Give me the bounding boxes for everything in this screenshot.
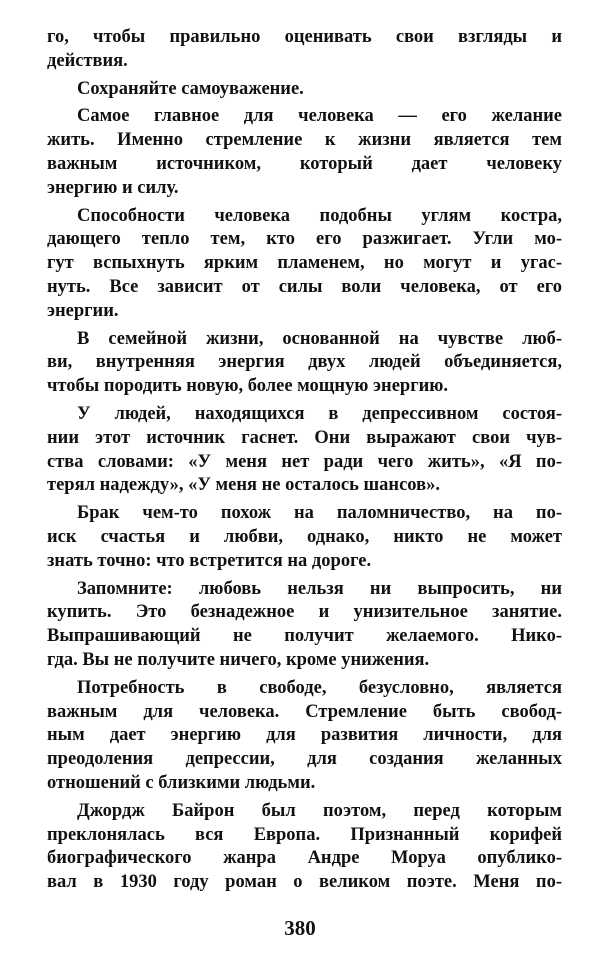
- text-line: преодоления депрессии, для создания желанных: [47, 749, 562, 770]
- text-line: У людей, находящихся в депрессивном состоя-: [77, 403, 562, 424]
- text-line: Джордж Байрон был поэтом, перед которым: [77, 800, 562, 821]
- text-line: жить. Именно стремление к жизни является тем: [47, 130, 562, 151]
- text-line: Самое главное для человека — его желание: [77, 106, 562, 127]
- text-line: го, чтобы правильно оценивать свои взгляды и: [47, 27, 562, 47]
- book-page-text: [47, 26, 562, 895]
- text-line: чтобы породить новую, более мощную энергию.: [47, 376, 449, 397]
- paragraph: [47, 800, 562, 895]
- text-line: Выпрашивающий не получит желаемого. Нико-: [47, 626, 562, 647]
- text-line: купить. Это безнадежное и унизительное занятие.: [47, 602, 562, 623]
- text-line: ства словами: «У меня нет ради чего жить», «Я по-: [47, 451, 562, 472]
- text-line: важным для человека. Стремление быть свобод-: [47, 701, 562, 722]
- text-line: биографического жанра Андре Моруа опублико-: [47, 848, 562, 869]
- paragraph: [47, 26, 562, 74]
- text-line: Сохраняйте самоуважение.: [77, 78, 304, 99]
- paragraph: [47, 205, 562, 324]
- text-line: иск счастья и любви, однако, никто не может: [47, 526, 562, 547]
- text-line: Запомните: любовь нельзя ни выпросить, ни: [77, 578, 562, 599]
- text-line: действия.: [47, 50, 128, 71]
- text-line: В семейной жизни, основанной на чувстве люб-: [77, 328, 562, 349]
- text-line: дающего тепло тем, кто его разжигает. Угли мо-: [47, 229, 562, 250]
- paragraph: [47, 78, 562, 102]
- paragraph: [47, 502, 562, 573]
- text-line: нии этот источник гаснет. Они выражают свои чув-: [47, 427, 562, 448]
- text-line: Потребность в свободе, безусловно, является: [77, 677, 562, 698]
- text-line: гут вспыхнуть ярким пламенем, но могут и угас-: [47, 253, 562, 274]
- paragraph: [47, 105, 562, 200]
- text-line: важным источником, который дает человеку: [47, 153, 562, 174]
- paragraph: [47, 578, 562, 673]
- text-line: гда. Вы не получите ничего, кроме унижения.: [47, 649, 430, 670]
- text-line: энергии.: [47, 300, 119, 321]
- text-line: вал в 1930 году роман о великом поэте. Меня по-: [47, 872, 562, 893]
- text-line: знать точно: что встретится на дороге.: [47, 550, 372, 571]
- text-line: ным дает энергию для развития личности, для: [47, 725, 562, 746]
- paragraph: [47, 328, 562, 399]
- text-line: ви, внутренняя энергия двух людей объединяется,: [47, 352, 562, 373]
- text-line: терял надежду», «У меня не осталось шансов».: [47, 475, 440, 496]
- page-number: 380: [284, 916, 316, 940]
- text-line: нуть. Все зависит от силы воли человека, от его: [47, 276, 562, 297]
- text-line: Способности человека подобны углям костра,: [77, 205, 562, 226]
- text-line: энергию и силу.: [47, 177, 179, 198]
- text-line: Брак чем-то похож на паломничество, на по-: [77, 503, 562, 524]
- text-line: преклонялась вся Европа. Признанный корифей: [47, 824, 562, 845]
- paragraph: [47, 403, 562, 498]
- paragraph: [47, 677, 562, 796]
- text-line: отношений с близкими людьми.: [47, 772, 316, 793]
